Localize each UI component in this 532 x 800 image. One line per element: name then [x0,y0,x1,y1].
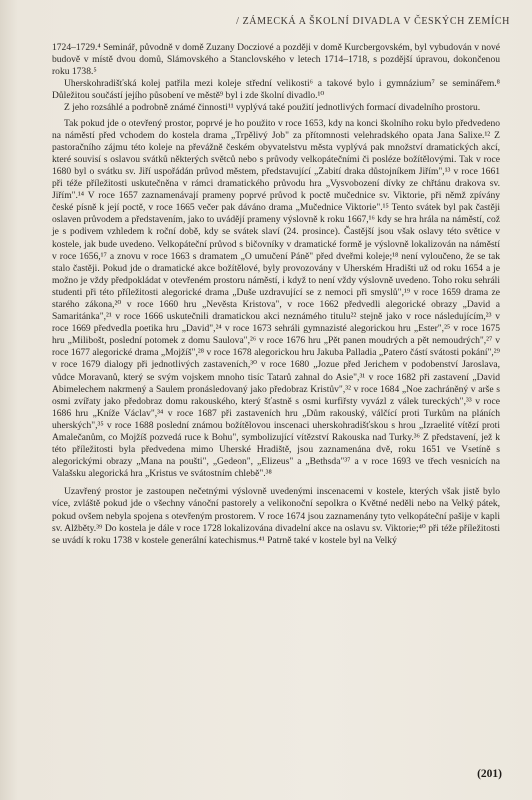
paragraph-closed-space: Uzavřený prostor je zastoupen nečetnými výslovně uvedenými inscenacemi v kostele, kterých však jistě bylo více, zvláště pokud jde o všechny vánoční pastorely a velikonoční sepolkra o Květné neděli nebo na Velký pátek, pokud ovšem nebyla spojena s otevřeným prostorem. V roce 1674 jsou zaznamenány tyto velkopáteční pašije v kapli sv. Alžběty.³⁹ Do kostela je dále v roce 1728 lokalizována divadelní akce na oslavu sv. Viktorie;⁴⁰ při téže příležitosti se uvádí k roku 1738 v kostele generální katechismus.⁴¹ Patrně také v kostele byl na Velký [52,486,500,546]
running-header: / ZÁMECKÁ A ŠKOLNÍ DIVADLA V ČESKÝCH ZEMÍCH [236,16,510,27]
paragraph-seminary: 1724–1729.⁴ Seminář, původně v domě Zuzany Docziové a později v domě Kurcbergovském, byl vybudován v nové budově v místě dvou domů, Slámovského a Stanclovského v letech 1714–1718, s pozdější úpravou, dokončenou roku 1738.⁵ [52,42,500,78]
paragraph-open-space: Tak pokud jde o otevřený prostor, poprvé je ho použito v roce 1653, kdy na konci školního roku bylo předvedeno na náměstí před vchodem do kostela drama „Trpělivý Job" za přítomnosti velehradského opata Jana Salixe.¹² Z pastoračního zájmu této koleje na převážně českém obyvatelstvu města vyplývá pak množství dramatických akcí, které souvisí s oslavou svátků některých světců nebo s průvody velkopátečními či posléze božítělovými. Tak v roce 1680 byl o svátku sv. Jiří uspořádán průvod městem, představující „Zabití draka důstojníkem Jiřím",¹³ v roce 1661 při téže příležitosti uskutečněna v rámci dramatického průvodu hra „Vysvobození dívky ze chřtánu drakova sv. Jiřím".¹⁴ V roce 1657 zaznamenávají prameny poprvé průvod k poctě mučednice sv. Viktorie, při němž zpívány české písně k její poctě, v roce 1665 večer pak dáváno drama „Mučednice Viktorie".¹⁵ Tento svátek byl pak častěji oslaven průvodem a představením, jako to uvádějí prameny výslovně k roku 1667,¹⁶ kdy se hra hrála na náměstí, což je s podivem vzhledem k roční době, kdy se svátek slaví (24. prosince). Častější jsou však oslavy této světice v kostele, jak bude uvedeno. Velkopáteční průvod s bičovníky v dramatické formě je výslovně lokalizován na náměstí v roce 1656,¹⁷ a znovu v roce 1663 s dramatem „O umučení Páně" před dveřmi koleje;¹⁸ není vyloučeno, že se tak stalo častěji. Pokud jde o dramatické akce božítělové, byly provozovány v Uherském Hradišti už od roku 1654 a je možno je vždy předpokládat v otevřeném prostoru náměstí, i když to není vždy výslovně uvedeno. Toho roku sehráli studenti při této příležitosti alegorické drama „Duše uzdravující se z nemoci při smyslů",¹⁹ v roce 1659 drama ze starého zákona,²⁰ v roce 1660 hru „Nevěsta Kristova", v roce 1662 předvedli alegorické obrazy „David a Samaritánka",²¹ v roce 1666 uskutečnili dramatickou akci neznámého titulu²² stejně jako v roce následujícím,²³ v roce 1669 předvedla poetika hru „David",²⁴ v roce 1673 sehráli gymnazisté alegorickou hru „Ester",²⁵ v roce 1675 hru „Milibošt, poslední potomek z domu Saulova",²⁶ v roce 1676 hru „Pět panen moudrých a pět nemoudrých",²⁷ v roce 1677 alegorické drama „Mojžíš",²⁸ v roce 1678 alegorickou hru Jakuba Palladia „Patero částí svátosti pokání",²⁹ v roce 1679 dialogy při jednotlivých zastaveních,³⁰ v roce 1680 „Jozue před Jerichem v podobenství Jaroslava, vůdce Moravanů, který se svým vojskem mnoho tisíc Tatarů zahnal do Asie",³¹ v roce 1682 při zastavení „David Abimelechem nakrmený a Saulem pronásledovaný jako předobraz Kristův",³² v roce 1684 „Noe zachráněný v arše s osmi zvířaty jako předobraz domu rakouského, který šťastně s osmi kurfiřsty vyvázl z válek tureckých",³³ v roce 1686 hru „Kníže Václav",³⁴ v roce 1687 při zastaveních hru „Dům rakouský, válčící proti Turkům na pláních uherských",³⁵ v roce 1688 poslední známou božítělovou inscenaci uherskohradišťskou s hrou „Izraelité vítězí proti Amalečanům, co Mojžíš pozvedá ruce k Bohu", symbolizující vítězství Rakouska nad Turky.³⁶ Z představení, jež k této příležitosti byla předvedena mimo Uherské Hradiště, jsou zaznamenána dvě, roku 1651 ve Vsetíně s alegorickými obrazy „Mana na poušti", „Gedeon", „Elizeus" a „Bethsda"³⁷ a v roce 1693 ve třech vesnicích na Valašsku alegorická hra „Kristus ve svátostním chlebě".³⁸ [52,117,500,480]
body-text [52,42,500,547]
paragraph-activity: Z jeho rozsáhlé a podrobně známé činnosti¹¹ vyplývá také použití jednotlivých formací divadelního prostoru. [64,102,481,114]
paragraph-college: Uherskohradišťská kolej patřila mezi koleje střední velikosti⁶ a takové bylo i gymnázium⁷ se seminářem.⁸ Důležitou součástí jejího působení ve městě⁹ byl i zde školní divadlo.¹⁰ [52,78,500,102]
page-number: (201) [477,768,502,780]
